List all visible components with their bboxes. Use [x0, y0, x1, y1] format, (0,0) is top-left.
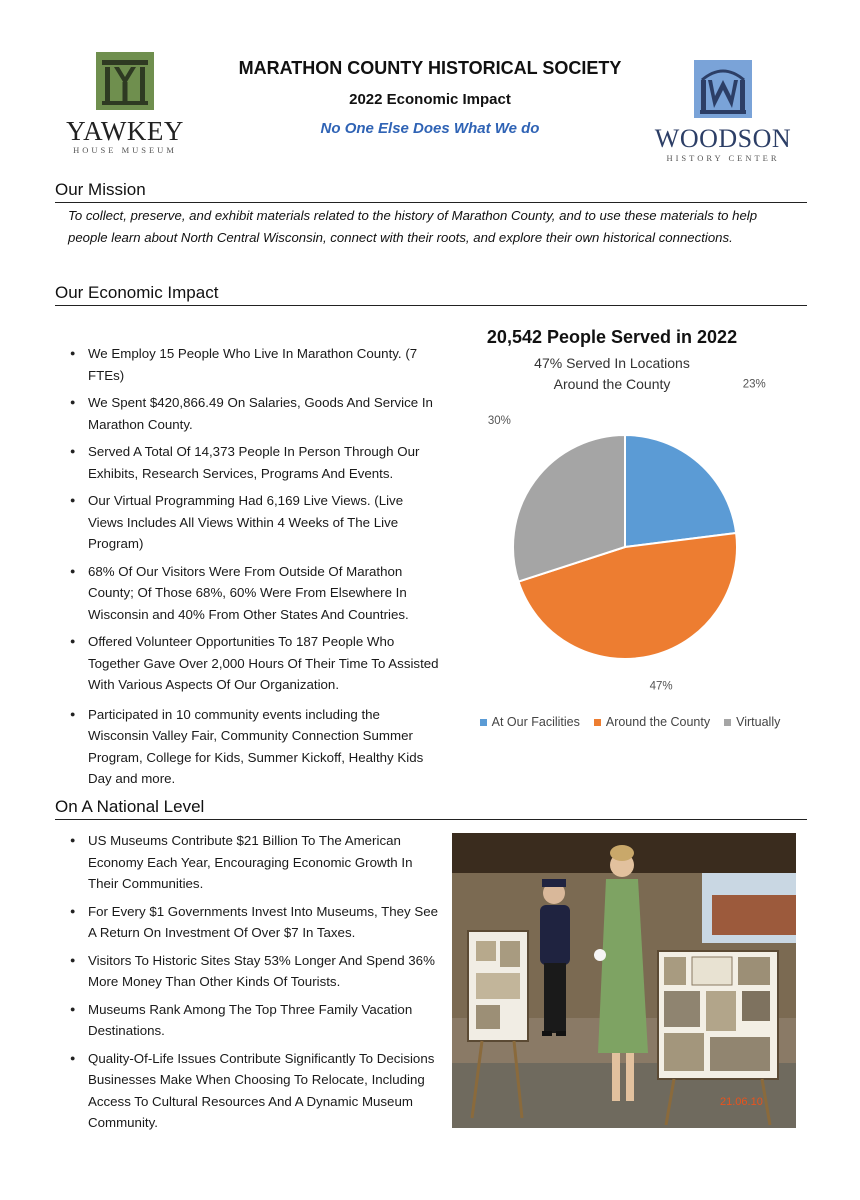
photo-date-stamp: 21.06.10	[720, 1096, 763, 1108]
list-item: ● We Spent $420,866.49 On Salaries, Goods And Service In Marathon County.	[70, 392, 440, 435]
legend-label: Around the County	[605, 715, 711, 729]
yawkey-logo	[50, 52, 200, 155]
chart-legend	[470, 715, 790, 729]
pie-data-label: 47%	[649, 680, 673, 693]
list-item: ● Offered Volunteer Opportunities To 187 People Who Together Gave Over 2,000 Hours Of Their Time To Assisted With Various Aspects Of Our Organization.	[70, 631, 440, 696]
page-tagline: No One Else Does What We do	[320, 120, 540, 137]
legend-item	[480, 715, 580, 729]
event-photo-illustration	[452, 833, 796, 1128]
national-list	[70, 830, 440, 1140]
woodson-logo	[648, 60, 798, 163]
woodson-wordmark: WOODSON	[654, 124, 792, 153]
woodson-subtitle: HISTORY CENTER	[666, 153, 780, 163]
chart-subtitle	[452, 353, 772, 395]
legend-swatch	[594, 719, 601, 726]
chart-subtitle-line: Around the County	[553, 376, 671, 392]
pie-slice-at-our-facilities	[625, 435, 736, 547]
yawkey-wordmark: YAWKEY	[66, 116, 184, 146]
legend-item	[724, 715, 780, 729]
page-subtitle: 2022 Economic Impact	[349, 91, 511, 108]
list-item: ● For Every $1 Governments Invest Into Museums, They See A Return On Investment Of Over $7 In Taxes.	[70, 901, 440, 944]
list-item: ● Participated in 10 community events including the Wisconsin Valley Fair, Community Connection Summer Program, College for Kids, Summer Kickoff, Healthy Kids Day and more.	[70, 704, 440, 790]
legend-label: Virtually	[736, 715, 781, 729]
mission-text: To collect, preserve, and exhibit materials related to the history of Marathon County, and to use these materials to help people learn about North Central Wisconsin, connect with their roots, and explore their own historical connections.	[68, 208, 758, 245]
legend-label: At Our Facilities	[491, 715, 580, 729]
mission-heading: Our Mission	[55, 180, 807, 203]
chart-subtitle-line: 47% Served In Locations	[534, 355, 690, 371]
impact-list	[70, 343, 440, 796]
list-item: ● Served A Total Of 14,373 People In Person Through Our Exhibits, Research Services, Programs And Events.	[70, 441, 440, 484]
woodson-building-icon	[694, 60, 752, 118]
list-item: ● 68% Of Our Visitors Were From Outside Of Marathon County; Of Those 68%, 60% Were From Elsewhere In Wisconsin and 40% From Other States And Countries.	[70, 561, 440, 626]
list-item: ● Quality-Of-Life Issues Contribute Significantly To Decisions Businesses Make When Choosing To Relocate, Including Access To Cultural Resources And A Dynamic Museum Community.	[70, 1048, 440, 1134]
list-item: ● Our Virtual Programming Had 6,169 Live Views. (Live Views Includes All Views Within 4 Weeks of The Live Program)	[70, 490, 440, 555]
legend-swatch	[724, 719, 731, 726]
list-item: ● Visitors To Historic Sites Stay 53% Longer And Spend 36% More Money Than Other Kinds Of Tourists.	[70, 950, 440, 993]
list-item: ● US Museums Contribute $21 Billion To The American Economy Each Year, Encouraging Economic Growth In Their Communities.	[70, 830, 440, 895]
legend-item	[594, 715, 710, 729]
event-photo	[452, 833, 796, 1128]
pie-data-label: 23%	[742, 378, 766, 391]
list-item: ● We Employ 15 People Who Live In Marathon County. (7 FTEs)	[70, 343, 440, 386]
impact-heading: Our Economic Impact	[55, 283, 807, 306]
page-title: MARATHON COUNTY HISTORICAL SOCIETY	[238, 58, 622, 78]
list-item: ● Museums Rank Among The Top Three Family Vacation Destinations.	[70, 999, 440, 1042]
chart-title: 20,542 People Served in 2022	[486, 327, 738, 347]
national-heading: On A National Level	[55, 797, 807, 820]
yawkey-subtitle: HOUSE MUSEUM	[73, 145, 177, 155]
pie-data-label: 30%	[487, 414, 511, 427]
legend-swatch	[480, 719, 487, 726]
yawkey-building-icon	[96, 52, 154, 110]
